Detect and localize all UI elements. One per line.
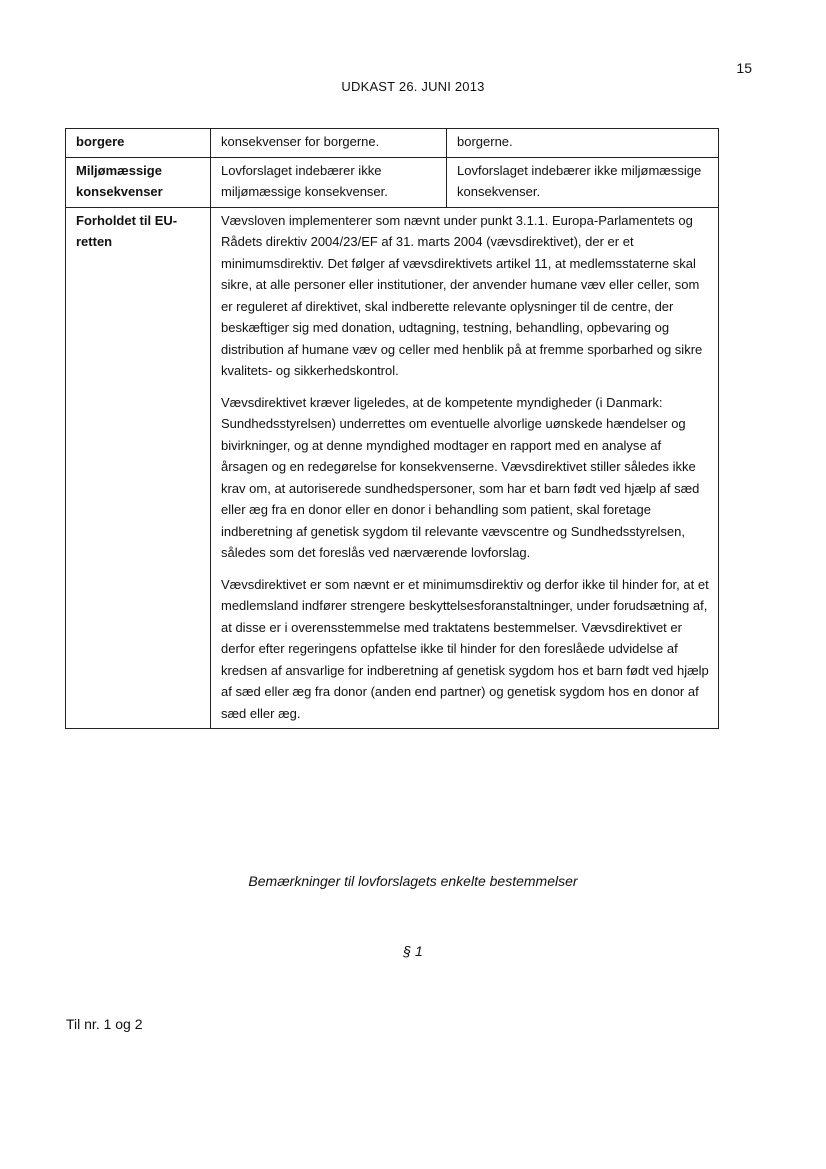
table-cell: Lovforslaget indebærer ikke miljømæssige konsekvenser. — [211, 157, 447, 207]
subheading: Til nr. 1 og 2 — [66, 1016, 143, 1032]
section-heading: Bemærkninger til lovforslagets enkelte bestemmelser — [248, 873, 578, 889]
consequences-table — [65, 128, 719, 729]
table-row — [66, 129, 719, 158]
table-row — [66, 157, 719, 207]
table-row — [66, 207, 719, 729]
table-cell: Lovforslaget indebærer ikke miljømæssige konsekvenser. — [447, 157, 719, 207]
paragraph: Vævsdirektivet kræver ligeledes, at de kompetente myndigheder (i Danmark: Sundhedsstyrelsen) underrettes om eventuelle alvorlige uønskede hændelser og bivirkninger, og at denne myndighed modtager en rapport med en analyse af årsagen og en redegørelse for konsekvenserne. Vævsdirektivet stiller således ikke krav om, at autoriserede sundhedspersoner, som har et barn født ved hjælp af sæd eller æg fra en donor eller en donor i behandling som patient, skal foretage indberetning af genetisk sygdom til relevante vævscentre og Sundhedsstyrelsen, således som det foreslås ved nærværende lovforslag. — [221, 394, 700, 560]
draft-header: UDKAST 26. JUNI 2013 — [341, 79, 485, 94]
table-cell: borgerne. — [447, 129, 719, 158]
paragraph: Vævsloven implementerer som nævnt under punkt 3.1.1. Europa-Parlamentets og Rådets direktiv 2004/23/EF af 31. marts 2004 (vævsdirektivet), der er et minimumsdirektiv. Det følger af vævsdirektivets artikel 11, at medlemsstaterne skal sikre, at alle personer eller institutioner, der anvender humane væv eller celler, som er reguleret af direktivet, skal indberette relevante oplysninger til de centre, der beskæftiger sig med donation, udtagning, testning, behandling, opbevaring og distribution af humane væv og celler med henblik på at fremme sporbarhed og sikre kvalitets- og sikkerhedskontrol. — [221, 212, 703, 378]
row-label: Miljømæssige konsekvenser — [66, 157, 211, 207]
table-cell: konsekvenser for borgerne. — [211, 129, 447, 158]
page-number: 15 — [736, 60, 752, 76]
paragraph-symbol: § 1 — [403, 943, 423, 959]
table-cell-merged — [211, 207, 719, 729]
row-label: Forholdet til EU-retten — [66, 207, 211, 729]
row-label: borgere — [66, 129, 211, 158]
paragraph: Vævsdirektivet er som nævnt er et minimumsdirektiv og derfor ikke til hinder for, at et medlemsland indfører strengere beskyttelsesforanstaltninger, under forudsætning af, at disse er i overensstemmelse med traktatens bestemmelser. Vævsdirektivet er derfor efter regeringens opfattelse ikke til hinder for den foreslåede udvidelse af kredsen af ansvarlige for indberetning af genetisk sygdom hos et barn født ved hjælp af sæd eller æg fra donor (anden end partner) og genetisk sygdom hos en donor af sæd eller æg. — [221, 576, 709, 721]
